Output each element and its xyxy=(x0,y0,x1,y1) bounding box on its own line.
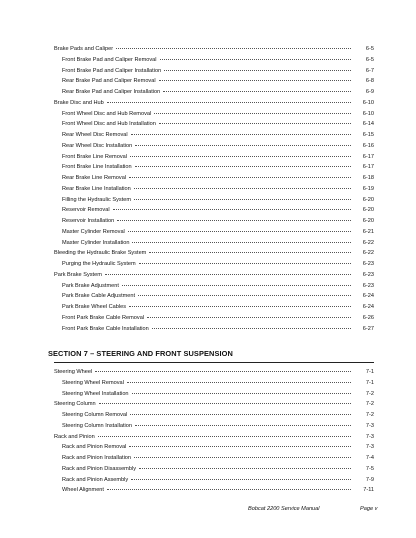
toc-leader-dots xyxy=(129,300,351,307)
toc-leader-dots xyxy=(105,268,351,275)
toc-entry-page: 6-9 xyxy=(365,89,374,95)
toc-entry-page: 7-2 xyxy=(365,412,374,418)
toc-entry-label: Rear Wheel Disc Installation xyxy=(62,142,133,149)
toc-leader-dots xyxy=(159,117,351,124)
toc-entry-page: 7-2 xyxy=(365,401,374,408)
toc-entry-page: 6-22 xyxy=(362,239,374,246)
toc-entry-page: 7-3 xyxy=(365,433,374,440)
toc-entry-page: 7-11 xyxy=(363,487,374,494)
section-7-toc-wrapper xyxy=(54,362,374,495)
toc-entry-label: Brake Pads and Caliper xyxy=(54,46,114,52)
toc-entry-label: Front Wheel Disc and Hub Removal xyxy=(62,110,152,117)
toc-entry-label: Steering Wheel Removal xyxy=(62,379,124,386)
toc-leader-dots xyxy=(152,322,351,329)
toc-entry-label: Bleeding the Hydraulic Brake System xyxy=(54,250,147,257)
toc-leader-dots xyxy=(122,279,351,286)
toc-leader-dots xyxy=(127,376,351,383)
toc-leader-dots xyxy=(130,150,351,157)
toc-entry-page: 6-23 xyxy=(362,261,374,267)
toc-entry-page: 6-15 xyxy=(362,132,374,138)
toc-entry-page: 7-1 xyxy=(365,379,374,386)
toc-leader-dots xyxy=(135,160,351,167)
toc-entry-label: Rack and Pinion Removal xyxy=(62,444,127,451)
toc-entry-label: Master Cylinder Removal xyxy=(62,228,125,235)
toc-entry-label: Purging the Hydraulic System xyxy=(62,261,136,267)
toc-leader-dots xyxy=(131,473,351,480)
toc-entry-page: 6-21 xyxy=(362,228,374,235)
toc-entry-page: 7-4 xyxy=(365,455,374,461)
toc-entry-page: 6-16 xyxy=(362,142,374,149)
toc-entry-label: Reservoir Removal xyxy=(62,207,110,214)
toc-entry-label: Rack and Pinion Disassembly xyxy=(62,465,136,472)
toc-entry-page: 6-23 xyxy=(362,271,374,278)
toc-entry-label: Reservoir Installation xyxy=(62,218,115,224)
toc-entry-label: Front Brake Line Removal xyxy=(62,153,127,160)
toc-entry-page: 6-24 xyxy=(362,304,374,310)
toc-leader-dots xyxy=(135,419,351,426)
toc-entry-page: 7-9 xyxy=(365,476,374,483)
toc-entry-label: Rack and Pinion Installation xyxy=(62,455,132,461)
toc-entry-page: 6-20 xyxy=(362,218,374,224)
toc-entry-label: Park Brake System xyxy=(54,271,102,278)
toc-entry-page: 7-5 xyxy=(365,465,374,472)
toc-entry-label: Rear Wheel Disc Removal xyxy=(62,132,128,138)
toc-leader-dots xyxy=(139,462,351,469)
toc-leader-dots xyxy=(138,289,351,296)
toc-entry-label: Park Brake Cable Adjustment xyxy=(62,293,136,300)
toc-entry-page: 6-23 xyxy=(362,282,374,289)
toc-leader-dots xyxy=(107,96,351,103)
toc-entry-page: 7-2 xyxy=(365,390,374,397)
toc-entry-page: 6-19 xyxy=(362,185,374,192)
toc-entry-label: Front Brake Line Installation xyxy=(62,164,132,171)
toc-entry-page: 6-14 xyxy=(362,121,374,128)
toc-leader-dots xyxy=(164,64,351,71)
toc-leader-dots xyxy=(134,193,351,200)
footer-page-number: Page v xyxy=(360,506,378,512)
toc-entry-label: Front Wheel Disc and Hub Installation xyxy=(62,121,156,128)
toc-entry-page: 6-7 xyxy=(365,67,374,74)
toc-entry-page: 7-3 xyxy=(365,422,374,429)
toc-entry-page: 6-20 xyxy=(362,196,374,203)
footer-manual-title: Bobcat 2200 Service Manual xyxy=(248,506,320,512)
toc-entry-label: Rack and Pinion xyxy=(54,433,95,440)
toc-entry-label: Steering Column Removal xyxy=(62,412,128,418)
toc-entry-page: 6-5 xyxy=(365,56,374,63)
toc-entry-page: 7-1 xyxy=(365,369,374,375)
toc-entry-label: Steering Column xyxy=(54,401,96,408)
toc-leader-dots xyxy=(134,182,351,189)
toc-entry-label: Park Brake Wheel Cables xyxy=(62,304,127,310)
toc-entry[interactable] xyxy=(54,323,374,334)
toc-entry-page: 6-22 xyxy=(362,250,374,257)
toc-leader-dots xyxy=(132,387,351,394)
toc-entry-label: Steering Wheel xyxy=(54,369,93,375)
toc-leader-dots xyxy=(113,203,351,210)
toc-entry-page: 7-3 xyxy=(365,444,374,451)
toc-entry-label: Park Brake Adjustment xyxy=(62,282,119,289)
toc-entry-label: Front Brake Pad and Caliper Installation xyxy=(62,67,162,74)
toc-leader-dots xyxy=(130,408,351,415)
toc-entry-label: Front Brake Pad and Caliper Removal xyxy=(62,56,157,63)
toc-leader-dots xyxy=(129,171,351,178)
toc-entry-page: 6-18 xyxy=(362,175,374,181)
toc-entry-label: Brake Disc and Hub xyxy=(54,99,104,106)
toc-entry-label: Rear Brake Pad and Caliper Removal xyxy=(62,78,156,85)
toc-entry-label: Wheel Alignment xyxy=(62,487,104,494)
section-6-toc xyxy=(54,43,374,333)
toc-entry[interactable] xyxy=(54,484,374,495)
toc-leader-dots xyxy=(129,440,351,447)
toc-leader-dots xyxy=(117,214,351,221)
toc-leader-dots xyxy=(163,85,351,92)
toc-entry-page: 6-27 xyxy=(362,325,374,332)
toc-entry-label: Steering Wheel Installation xyxy=(62,390,129,397)
toc-entry-label: Front Park Brake Cable Installation xyxy=(62,325,149,332)
toc-entry-label: Rear Brake Pad and Caliper Installation xyxy=(62,89,161,95)
section-7-rule xyxy=(54,362,374,363)
toc-leader-dots xyxy=(95,365,351,372)
toc-leader-dots xyxy=(107,483,351,490)
toc-leader-dots xyxy=(132,236,351,243)
toc-leader-dots xyxy=(147,311,351,318)
toc-entry-page: 6-10 xyxy=(362,99,374,106)
toc-leader-dots xyxy=(154,107,351,114)
toc-entry-label: Rear Brake Line Installation xyxy=(62,185,131,192)
toc-entry-page: 6-10 xyxy=(362,110,374,117)
toc-entry-label: Rack and Pinion Assembly xyxy=(62,476,129,483)
toc-entry-label: Master Cylinder Installation xyxy=(62,239,130,246)
toc-leader-dots xyxy=(98,430,351,437)
toc-leader-dots xyxy=(134,451,351,458)
toc-entry-page: 6-26 xyxy=(362,314,374,321)
toc-entry-page: 6-17 xyxy=(362,164,374,171)
toc-leader-dots xyxy=(99,397,351,404)
section-7-heading: SECTION 7 – STEERING AND FRONT SUSPENSION xyxy=(48,349,233,358)
toc-entry-label: Filling the Hydraulic System xyxy=(62,196,132,203)
toc-leader-dots xyxy=(149,246,351,253)
toc-leader-dots xyxy=(128,225,351,232)
toc-entry-page: 6-24 xyxy=(362,293,374,300)
toc-entry-page: 6-5 xyxy=(365,46,374,52)
toc-leader-dots xyxy=(131,128,351,135)
toc-leader-dots xyxy=(159,74,351,81)
toc-entry-label: Rear Brake Line Removal xyxy=(62,175,127,181)
toc-entry-label: Front Park Brake Cable Removal xyxy=(62,314,145,321)
toc-entry-page: 6-17 xyxy=(362,153,374,160)
toc-leader-dots xyxy=(135,139,351,146)
toc-leader-dots xyxy=(160,53,351,60)
toc-leader-dots xyxy=(139,257,351,264)
toc-entry-label: Steering Column Installation xyxy=(62,422,132,429)
toc-leader-dots xyxy=(116,42,351,49)
toc-entry-page: 6-8 xyxy=(365,78,374,85)
toc-entry-page: 6-20 xyxy=(362,207,374,214)
section-7-toc xyxy=(54,366,374,495)
